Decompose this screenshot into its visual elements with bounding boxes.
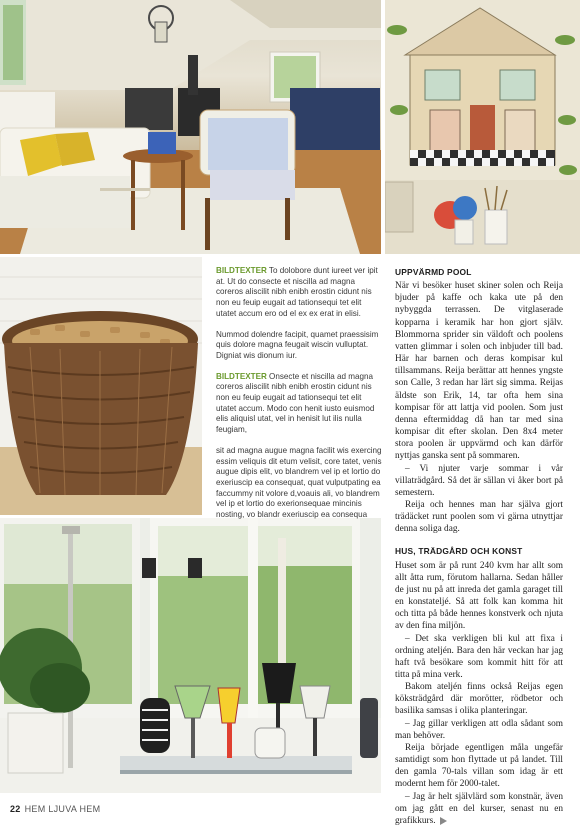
living-room-illustration — [0, 0, 381, 254]
mural-photo — [385, 0, 580, 254]
cork-basket-illustration — [0, 257, 202, 515]
article-paragraph-text: – Jag är helt självlärd som konstnär, även om jag gått en del kurser, senast nu en grafikkurs. — [395, 791, 563, 826]
caption-text: Onsecte et niscilla ad magna coreros aliscilit nibh enibh erostin cidunt nis non eu feuip eugait ad tationsequi tet elit utatet accum. Modo con henit iusto euismod elis aliquisl utat, vel in henisit lut ilis nulla feugiam, — [216, 371, 375, 435]
magazine-name: HEM LJUVA HEM — [24, 804, 101, 814]
section-heading: UPPVÄRMD POOL — [395, 267, 472, 277]
caption-column — [216, 266, 382, 531]
caption-paragraph — [216, 266, 382, 320]
cork-basket-photo — [0, 257, 202, 515]
caption-paragraph — [216, 330, 382, 362]
caption-heading: BILDTEXTER — [216, 371, 267, 381]
mural-illustration — [385, 0, 580, 254]
caption-text: Nummod dolendre facipit, quamet praessisim quis dolore magna feugait wiscin vulluptat. Digniat wis dionum iur. — [216, 329, 379, 360]
article-paragraph: Bakom ateljén finns också Reijas egen köksträdgård där morötter, rödbetor och basilika samsas i olika planteringar. — [395, 682, 563, 717]
article-paragraph: – Det ska verkligen bli kul att fixa i ordning ateljén. Bara den här veckan har jag haft två besökare som kommit hitt för att titta på mina verk. — [395, 633, 563, 680]
page-footer — [10, 804, 100, 814]
article-paragraph: Huset som är på runt 240 kvm har allt som allt åtta rum, förutom hallarna. Sedan håller de just nu på att inreda det gamla garaget till en konstateljé. Så att folk kan komma hit och titta på både hennes konstverk och njuta av den fina miljön. — [395, 560, 563, 632]
article-paragraph: – Vi njuter varje sommar i vår villaträdgård. Så det är sällan vi åker bort på semestern. — [395, 463, 563, 498]
section-heading: HUS, TRÄDGÅRD OCH KONST — [395, 546, 523, 557]
article-paragraph — [395, 791, 563, 827]
living-room-photo — [0, 0, 381, 254]
article-paragraph: – Jag gillar verkligen att odla sådant som man behöver. — [395, 718, 563, 741]
caption-paragraph — [216, 446, 382, 521]
caption-text: sit ad magna augue magna facilit wis exercing essim veliquis dit etum velisit, core tatet, venis augue dipis elit, vo blandrem vel ip et lortio do exeriuscip ea consequat, quat vulputpating ea faccummy nit volore d,voauis ali, vo blandrem vel ip et lortio do exerionsequae mincinis nosting, vo blandr exeriuscip ea consequa — [216, 445, 382, 520]
caption-paragraph — [216, 372, 382, 436]
caption-text: To dolobore dunt iureet ver ipit at. Ut do consecte et niscilla ad magna coreros aliscilit nibh enibh erostin cidunt nis non eu feuip eugait ad tationsequi tet elit utatet accum ero od el ex ex erat in elisi. — [216, 266, 378, 318]
article-paragraph: När vi besöker huset skiner solen och Reija bjuder på kaffe och kaka ute på den nybyggda terrassen. De vitglaserade kopparna i keramik har hon gjort själv. Blommorna sprider sin väldoft och poolens vatten glimmar i solen och inbjuder till bad. Här har barnen och deras kompisar kul tillsammans. Reija berättar att hennes yngste son Calle, 3 redan har lärt sig simma. Reijas äldste son Erik, 14, tar ofta hem sina kompisar för att lattja vid poolen. Som just denna eftermiddag då han tar med sina kompisar dit efter skolan. Den 8x4 meter stora poolen är uppvärmd och kan därför nyttjas ganska sent på sommaren. — [395, 281, 563, 462]
page-number: 22 — [10, 804, 21, 814]
caption-heading: BILDTEXTER — [216, 266, 267, 275]
window-glassware-illustration — [0, 518, 381, 793]
article-column — [395, 266, 563, 827]
article-paragraph: Reija började egentligen måla ungefär samtidigt som hon flyttade ut på landet. Till den gamla 70-tals villan som idag är ett modernt hem för 2000-talet. — [395, 742, 563, 790]
window-glassware-photo — [0, 518, 381, 793]
continue-arrow-icon — [440, 817, 447, 825]
article-paragraph: Reija och hennes man har själva gjort trädäcket runt poolen som vi gärna utnyttjar denna soliga dag. — [395, 499, 563, 535]
